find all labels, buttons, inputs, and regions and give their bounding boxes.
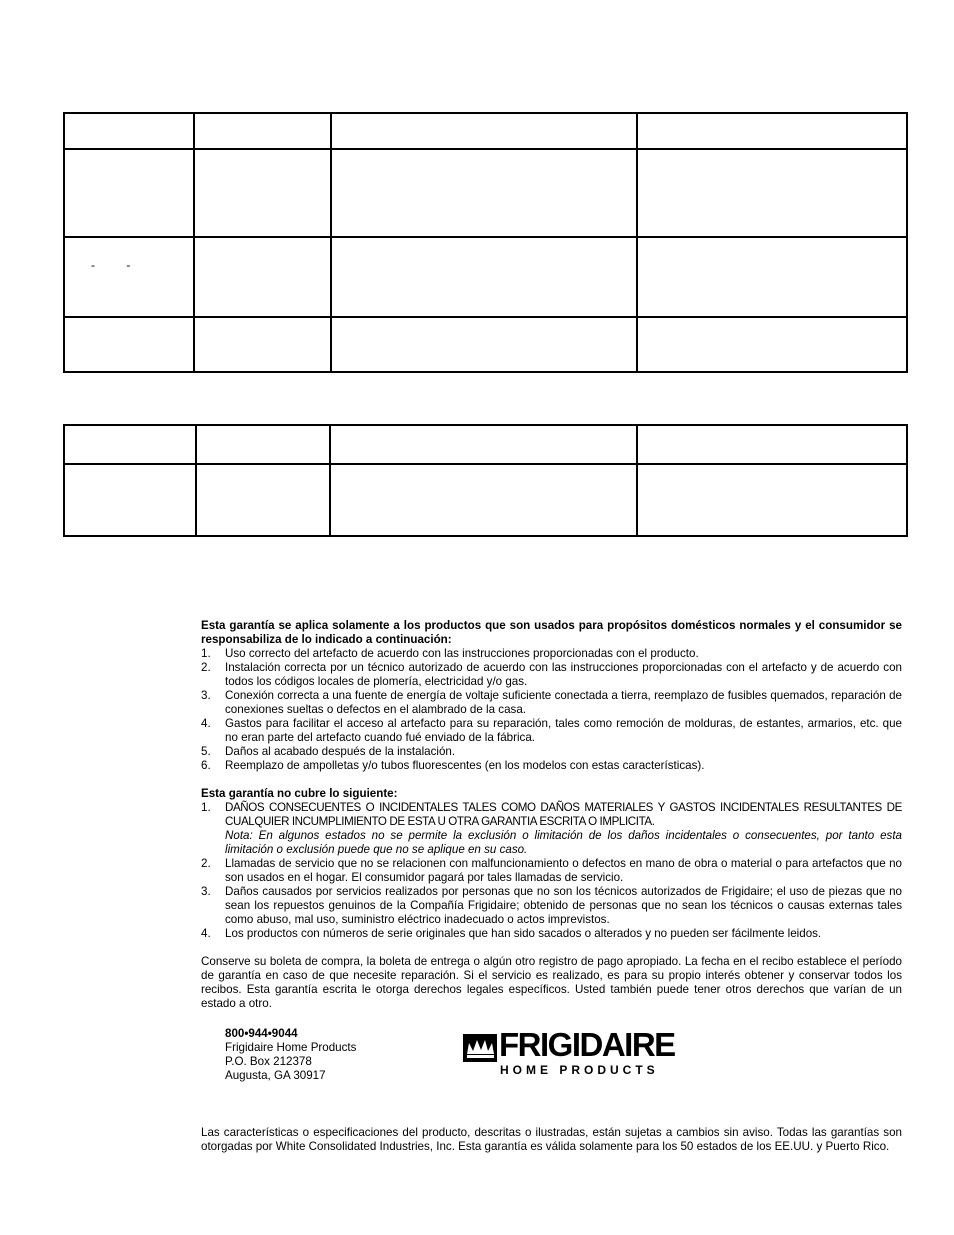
grid-cell: [331, 149, 637, 237]
grid-cell: [64, 149, 194, 237]
not-covered-heading: Esta garantía no cubre lo siguiente:: [201, 787, 398, 800]
not-covered-list: [201, 801, 902, 941]
crown-icon: [463, 1034, 497, 1062]
covered-heading: Esta garantía se aplica solamente a los productos que son usados para propósitos domésticos normales y el consumidor se responsabiliza de lo indicado a continuación:: [201, 619, 902, 646]
item-text: Los productos con números de serie originales que han sido sacados o alterados y no pueden ser fácilmente leidos.: [225, 927, 822, 940]
list-item: [201, 661, 902, 689]
list-item: [201, 885, 902, 927]
item-number: 3.: [201, 885, 211, 898]
grid-cell: [330, 425, 637, 464]
grid-cell: [64, 425, 196, 464]
grid-cell: [331, 113, 637, 149]
item-text: Instalación correcta por un técnico autorizado de acuerdo con las instrucciones proporcionadas con el artefacto y de acuerdo con todos los códigos locales de plomería, electricidad y/o gas.: [225, 661, 902, 688]
grid-cell: [637, 425, 907, 464]
item-text: DAÑOS CONSECUENTES O INCIDENTALES TALES COMO DAÑOS MATERIALES Y GASTOS INCIDENTALES RESULTANTES DE CUALQUIER INCUMPLIMIENTO DE ESTA U OTRA GARANTIA ESCRITA O IMPLICITA.: [225, 801, 902, 828]
item-number: 6.: [201, 759, 211, 772]
item-text: Llamadas de servicio que no se relacionen con malfuncionamiento o defectos en mano de obra o material o para artefactos que no son usados en el hogar. El consumidor pagará por tales llamadas de servicio.: [225, 857, 902, 884]
grid-cell: [194, 113, 331, 149]
item-number: 2.: [201, 661, 211, 674]
list-item: [201, 745, 902, 759]
brand-subtitle: HOME PRODUCTS: [500, 1063, 659, 1077]
item-text: Gastos para facilitar el acceso al artefacto para su reparación, tales como remoción de molduras, de estantes, armarios, etc. que no eran parte del artefacto cuando fué enviado de la fábrica.: [225, 717, 902, 744]
grid-cell: [194, 317, 331, 372]
item-number: 5.: [201, 745, 211, 758]
item-number: 1.: [201, 801, 211, 814]
item-note: Nota: En algunos estados no se permite la exclusión o limitación de los daños incidentales o consecuentes, por tanto esta limitación o exclusión puede que no se aplique en su caso.: [225, 829, 902, 856]
grid-cell: [637, 317, 907, 372]
grid-cell: [637, 464, 907, 536]
grid-cell: [330, 464, 637, 536]
grid-cell: [637, 113, 907, 149]
list-item: [201, 857, 902, 885]
item-text: Uso correcto del artefacto de acuerdo con las instrucciones proporcionadas con el producto.: [225, 647, 699, 660]
grid-cell: [64, 113, 194, 149]
grid-cell: [196, 425, 330, 464]
company-name: Frigidaire Home Products: [225, 1041, 357, 1054]
list-item: [201, 927, 902, 941]
item-number: 3.: [201, 689, 211, 702]
item-number: 4.: [201, 717, 211, 730]
warranty-terms: [201, 619, 902, 1011]
phone-number: 800•944•9044: [225, 1027, 298, 1040]
po-box: P.O. Box 212378: [225, 1055, 312, 1068]
item-text: Reemplazo de ampolletas y/o tubos fluorescentes (en los modelos con estas características).: [225, 759, 705, 772]
keep-receipt-paragraph: Conserve su boleta de compra, la boleta de entrega o algún otro registro de pago apropiado. La fecha en el recibo establece el período de garantía en caso de que necesite reparación. Si el servicio es realizado, es para su propio interés obtener y conservar todos los recibos. Esta garantía escrita le otorga derechos legales específicos. Usted también puede tener otros derechos que varían de un estado a otro.: [201, 955, 902, 1010]
item-text: Daños causados por servicios realizados por personas que no son los técnicos autorizados de Frigidaire; el uso de piezas que no sean los repuestos genuinos de la Compañía Frigidaire; obtenido de personas que no sean los técnicos o causas externas tales como abuso, mal uso, suministro eléctrico inadecuado o actos imprevistos.: [225, 885, 902, 926]
list-item: [201, 647, 902, 661]
grid-cell: [637, 237, 907, 317]
grid-cell: [637, 149, 907, 237]
list-item: [201, 717, 902, 745]
grid-cell: [331, 317, 637, 372]
item-text: Daños al acabado después de la instalación.: [225, 745, 456, 758]
frigidaire-logo: [463, 1026, 675, 1079]
warranty-grid-top: [63, 112, 908, 373]
list-item: [201, 801, 902, 857]
grid-cell: [64, 237, 194, 317]
list-item: [201, 689, 902, 717]
list-item: [201, 759, 902, 773]
item-text: Conexión correcta a una fuente de energía de voltaje suficiente conectada a tierra, reemplazo de fusibles quemados, reparación de conexiones sueltas o defectos en el alambrado de la casa.: [225, 689, 902, 716]
grid-cell: [64, 464, 196, 536]
grid-cell: [196, 464, 330, 536]
grid-cell: [194, 237, 331, 317]
grid-cell: [194, 149, 331, 237]
city-state-zip: Augusta, GA 30917: [225, 1069, 326, 1082]
grid-cell: [64, 317, 194, 372]
covered-list: [201, 647, 902, 773]
item-number: 4.: [201, 927, 211, 940]
dash-marks: - -: [91, 258, 145, 272]
contact-block: [225, 1027, 356, 1083]
warranty-grid-bottom: [63, 424, 908, 537]
grid-cell: [331, 237, 637, 317]
item-number: 1.: [201, 647, 211, 660]
item-number: 2.: [201, 857, 211, 870]
footer-disclaimer: Las características o especificaciones del producto, descritas o ilustradas, están sujetas a cambios sin aviso. Todas las garantías son otorgadas por White Consolidated Industries, Inc. Esta garantía es válida solamente para los 50 estados de los EE.UU. y Puerto Rico.: [201, 1126, 902, 1153]
brand-wordmark: FRIGIDAIRE: [499, 1026, 675, 1063]
